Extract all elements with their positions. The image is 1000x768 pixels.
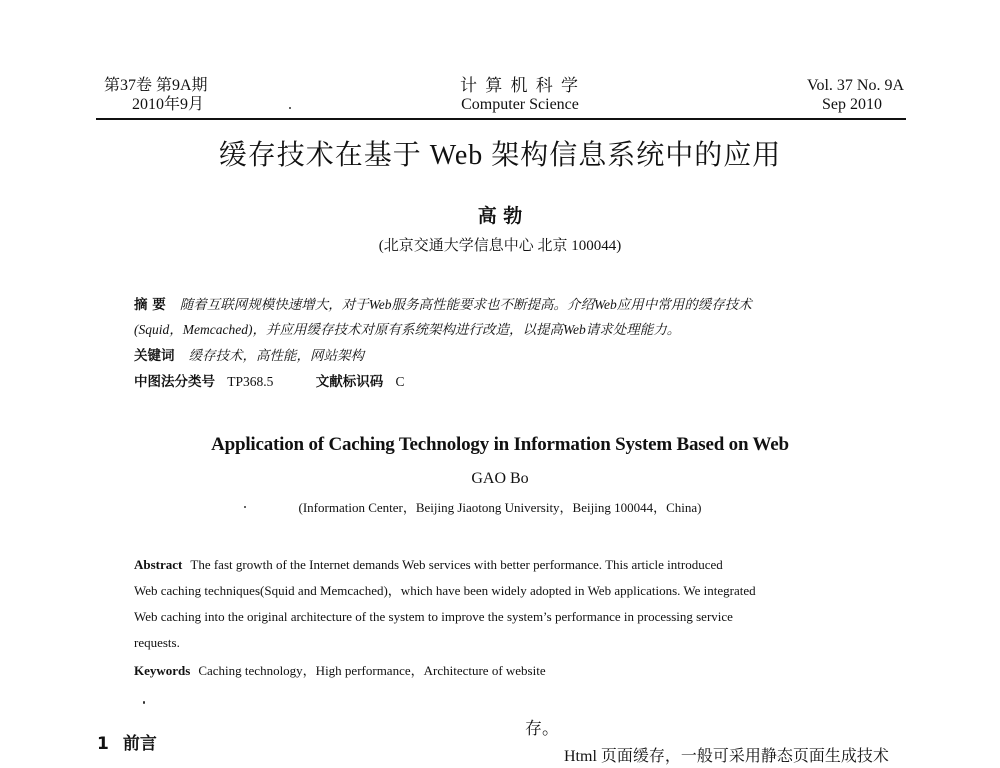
right-col-line2: Html 页面缓存，一般可采用静态页面生成技术 (564, 748, 889, 765)
section-1-number: 1 (97, 734, 109, 754)
keywords-cn-text: 缓存技术，高性能，网站架构 (188, 348, 364, 363)
doc-code-value: C (395, 374, 405, 389)
header-date-en: Sep 2010 (822, 96, 882, 113)
abstract-en-text1: The fast growth of the Internet demands Web services with better performance. This article introduced (190, 557, 723, 572)
header-date-cn: 2010年9月 (132, 96, 205, 113)
classification-line (134, 368, 405, 396)
title-cn: 缓存技术在基于 Web 架构信息系统中的应用 (218, 140, 782, 171)
clc-value: TP368.5 (227, 374, 274, 389)
section-1-title: 前言 (122, 734, 157, 754)
affiliation-cn: (北京交通大学信息中心 北京 100044) (378, 238, 622, 254)
author-cn: 高 勃 (477, 205, 523, 227)
abstract-cn-line1 (134, 291, 752, 319)
section-1-heading (97, 733, 157, 755)
scan-speck (289, 107, 291, 109)
clc-label: 中图法分类号 (134, 374, 215, 390)
title-en: Application of Caching Technology in Information System Based on Web (211, 434, 789, 455)
header-journal-cn: 计 算 机 科 学 (460, 76, 580, 95)
abstract-en-line3: Web caching into the original architecture of the system to improve the system’s performance in processing service (134, 609, 733, 624)
scan-speck (143, 701, 145, 704)
author-en: GAO Bo (471, 470, 529, 487)
header-rule (96, 118, 906, 120)
header-volume-en: Vol. 37 No. 9A (806, 77, 904, 94)
keywords-cn (134, 342, 364, 370)
abstract-en-line4: requests. (134, 635, 180, 650)
abstract-en-line2: Web caching techniques(Squid and Memcached)，which have been widely adopted in Web applications. We integrated (134, 583, 756, 598)
abstract-en-line1 (134, 552, 723, 579)
abstract-en-label: Abstract (134, 557, 183, 572)
affiliation-en: (Information Center，Beijing Jiaotong University，Beijing 100044，China) (298, 500, 702, 515)
keywords-en-label: Keywords (134, 663, 191, 678)
abstract-cn-line2: (Squid，Memcached)，并应用缓存技术对原有系统架构进行改造，以提高Web请求处理能力。 (134, 322, 681, 337)
keywords-cn-label: 关键词 (134, 348, 175, 364)
doc-code-label: 文献标识码 (315, 374, 384, 390)
header-journal-en: Computer Science (461, 96, 579, 113)
right-col-line1: 存。 (525, 719, 559, 738)
header-volume-issue: 第37卷 第9A期 (104, 77, 208, 94)
keywords-en-text: Caching technology，High performance，Architecture of website (198, 663, 546, 678)
abstract-cn-label: 摘 要 (134, 297, 166, 313)
keywords-en (134, 658, 546, 685)
abstract-cn-text1: 随着互联网规模快速增大，对于Web服务高性能要求也不断提高。介绍Web应用中常用的缓存技术 (179, 297, 752, 312)
